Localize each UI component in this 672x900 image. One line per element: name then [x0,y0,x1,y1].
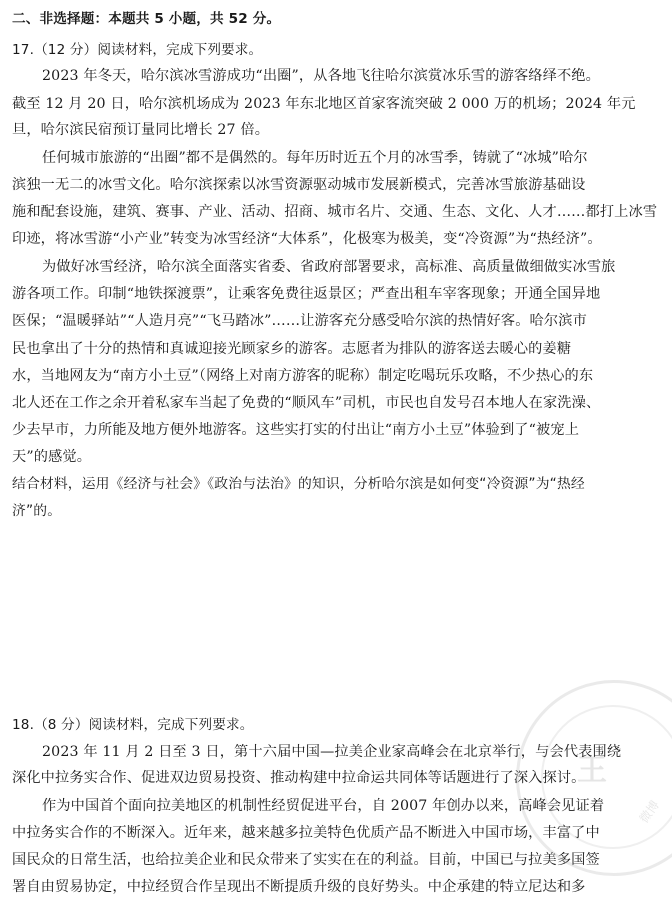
q17-task: 结合材料，运用《经济与社会》《政治与法治》的知识，分析哈尔滨是如何变“冷资源”为“热经 [12,476,585,492]
q17-line: 截至 12 月 20 日，哈尔滨机场成为 2023 年东北地区首家客流突破 2 000 万的机场；2024 年元 [12,96,636,112]
q18-title: 18.（8 分）阅读材料，完成下列要求。 [12,717,254,733]
q17-line: 为做好冰雪经济，哈尔滨全面落实省委、省政府部署要求，高标准、高质量做细做实冰雪旅 [42,259,616,275]
section-header: 二、非选择题：本题共 5 小题，共 52 分。 [12,11,281,27]
q18-line: 署自由贸易协定，中拉经贸合作呈现出不断提质升级的良好势头。中企承建的特立尼达和多 [12,879,586,895]
q18-line: 中拉务实合作的不断深入。近年来，越来越多拉美特色优质产品不断进入中国市场，丰富了中 [12,825,600,841]
q17-line: 水，当地网友为“南方小土豆”（网络上对南方游客的昵称）制定吃喝玩乐攻略，不少热心的东 [12,368,594,384]
q17-line: 北人还在工作之余开着私家车当起了免费的“顺风车”司机，市民也自发号召本地人在家洗澡、 [12,395,601,411]
q17-title: 17.（12 分）阅读材料，完成下列要求。 [12,42,263,58]
watermark-glyph: 微博 [636,797,663,826]
q17-line: 旦，哈尔滨民宿预订量同比增长 27 倍。 [12,122,270,138]
q18-line: 2023 年 11 月 2 日至 3 日，第十六届中国—拉美企业家高峰会在北京举行，与会代表围绕 [42,744,622,760]
q17-line: 滨独一无二的冰雪文化。哈尔滨探索以冰雪资源驱动城市发展新模式，完善冰雪旅游基础设 [12,177,586,193]
q17-line: 印迹，将冰雪游“小产业”转变为冰雪经济“大体系”，化极寒为极美，变“冷资源”为“热经济”。 [12,231,602,247]
q17-task: 济”的。 [12,503,62,519]
q17-line: 医保；“温暖驿站”“人造月亮”“飞马踏冰”……让游客充分感受哈尔滨的热情好客。哈尔滨市 [12,313,587,329]
q17-line: 任何城市旅游的“出圈”都不是偶然的。每年历时近五个月的冰雪季，铸就了“冰城”哈尔 [42,150,588,166]
q17-line: 少去早市，力所能及地方便外地游客。这些实打实的付出让“南方小土豆”体验到了“被宠上 [12,422,580,438]
q17-line: 民也拿出了十分的热情和真诚迎接光顾家乡的游客。志愿者为排队的游客送去暖心的姜糖 [12,341,572,357]
q17-line: 天”的感觉。 [12,449,92,465]
watermark-glyph: 王 [577,753,607,788]
q18-line: 深化中拉务实合作、促进双边贸易投资、推动构建中拉命运共同体等话题进行了深入探讨。 [12,770,586,786]
q18-line: 作为中国首个面向拉美地区的机制性经贸促进平台，自 2007 年创办以来，高峰会见证着 [42,798,605,814]
q17-line: 施和配套设施，建筑、赛事、产业、活动、招商、城市名片、交通、生态、文化、人才……都打上冰雪 [12,204,658,220]
q18-line: 国民众的日常生活，也给拉美企业和民众带来了实实在在的利益。目前，中国已与拉美多国签 [12,852,600,868]
q17-line: 2023 年冬天，哈尔滨冰雪游成功“出圈”，从各地飞往哈尔滨赏冰乐雪的游客络绎不绝。 [42,68,600,84]
q17-line: 游各项工作。印制“地铁探渡票”，让乘客免费往返景区；严查出租车宰客现象；开通全国异地 [12,286,601,302]
